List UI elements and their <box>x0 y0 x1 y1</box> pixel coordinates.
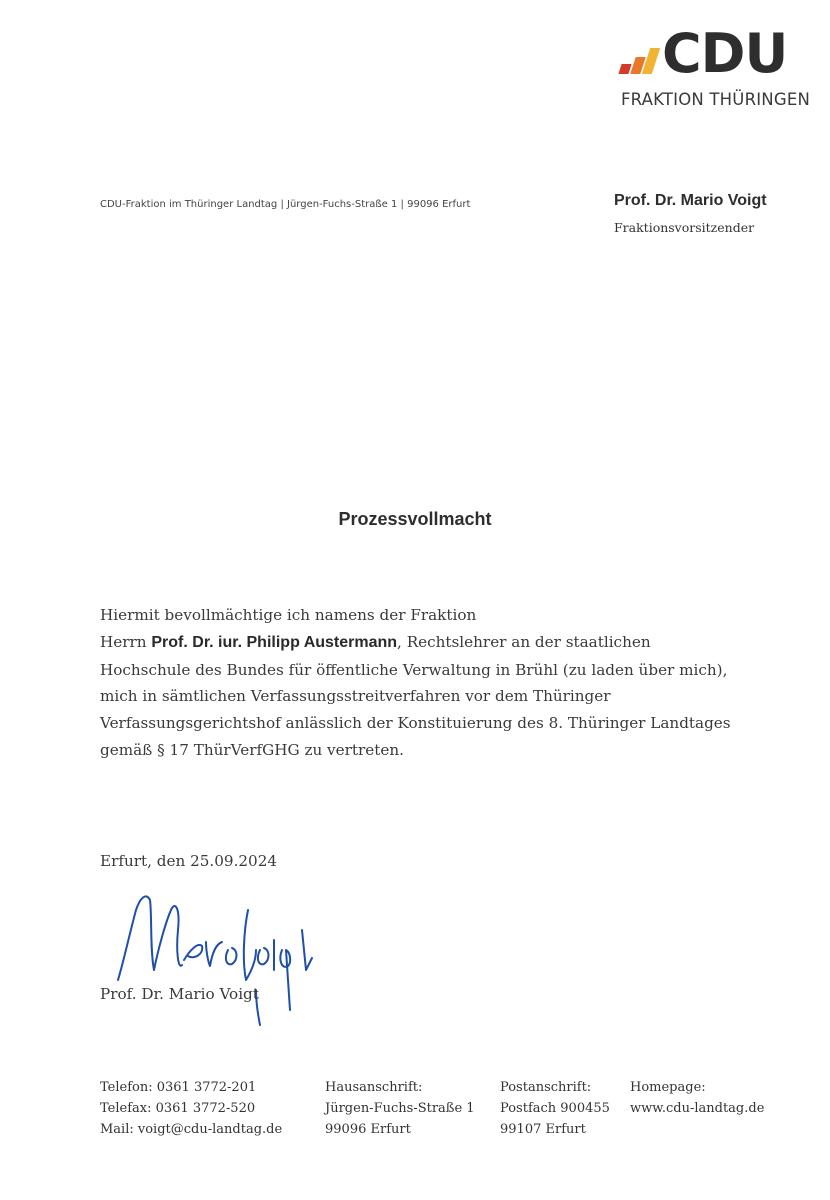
signer-name: Prof. Dr. Mario Voigt <box>614 192 767 209</box>
body-line: Hiermit bevollmächtige ich namens der Fraktion <box>100 606 477 624</box>
body-line: gemäß § 17 ThürVerfGHG zu vertreten. <box>100 740 404 759</box>
footer-postal-box: Postfach 900455 <box>500 1101 610 1116</box>
handwritten-signature <box>106 870 336 1030</box>
signature-name: Prof. Dr. Mario Voigt <box>100 985 259 1003</box>
body-line-prefix: Herrn <box>100 632 152 651</box>
footer-postal-label: Postanschrift: <box>500 1080 592 1095</box>
document-body <box>100 602 780 764</box>
cdu-logo <box>616 22 816 120</box>
body-line <box>100 629 780 657</box>
footer-homepage-label: Homepage: <box>630 1080 706 1095</box>
logo-bar <box>642 48 660 74</box>
document-title: Prozessvollmacht <box>338 509 492 529</box>
sender-address-line: CDU-Fraktion im Thüringer Landtag | Jürgen-Fuchs-Straße 1 | 99096 Erfurt <box>100 199 471 210</box>
body-line: Hochschule des Bundes für öffentliche Verwaltung in Brühl (zu laden über mich), <box>100 660 728 679</box>
footer-mail: Mail: voigt@cdu-landtag.de <box>100 1122 283 1137</box>
logo-subtitle: FRAKTION THÜRINGEN <box>620 90 810 109</box>
footer-house-address-column <box>325 1077 475 1140</box>
logo-wordmark: CDU <box>662 22 788 85</box>
body-line-suffix: , Rechtslehrer an der staatlichen <box>397 632 651 651</box>
footer-house-city: 99096 Erfurt <box>325 1122 411 1137</box>
footer-postal-city: 99107 Erfurt <box>500 1122 586 1137</box>
footer-fax: Telefax: 0361 3772-520 <box>100 1101 256 1116</box>
footer-postal-address-column <box>500 1077 610 1140</box>
body-line: mich in sämtlichen Verfassungsstreitverfahren vor dem Thüringer <box>100 687 611 706</box>
logo-bars-icon <box>616 46 662 74</box>
footer-house-address-label: Hausanschrift: <box>325 1080 423 1095</box>
footer-homepage-column <box>630 1077 764 1119</box>
footer-contact-column <box>100 1077 282 1140</box>
place-date: Erfurt, den 25.09.2024 <box>100 852 278 870</box>
footer-house-street: Jürgen-Fuchs-Straße 1 <box>325 1101 475 1116</box>
signer-role: Fraktionsvorsitzender <box>614 220 755 235</box>
body-line: Verfassungsgerichtshof anlässlich der Konstituierung des 8. Thüringer Landtages <box>100 714 731 733</box>
footer-phone: Telefon: 0361 3772-201 <box>100 1080 257 1095</box>
attorney-name: Prof. Dr. iur. Philipp Austermann <box>151 633 398 651</box>
footer-homepage-url[interactable]: www.cdu-landtag.de <box>630 1101 765 1116</box>
